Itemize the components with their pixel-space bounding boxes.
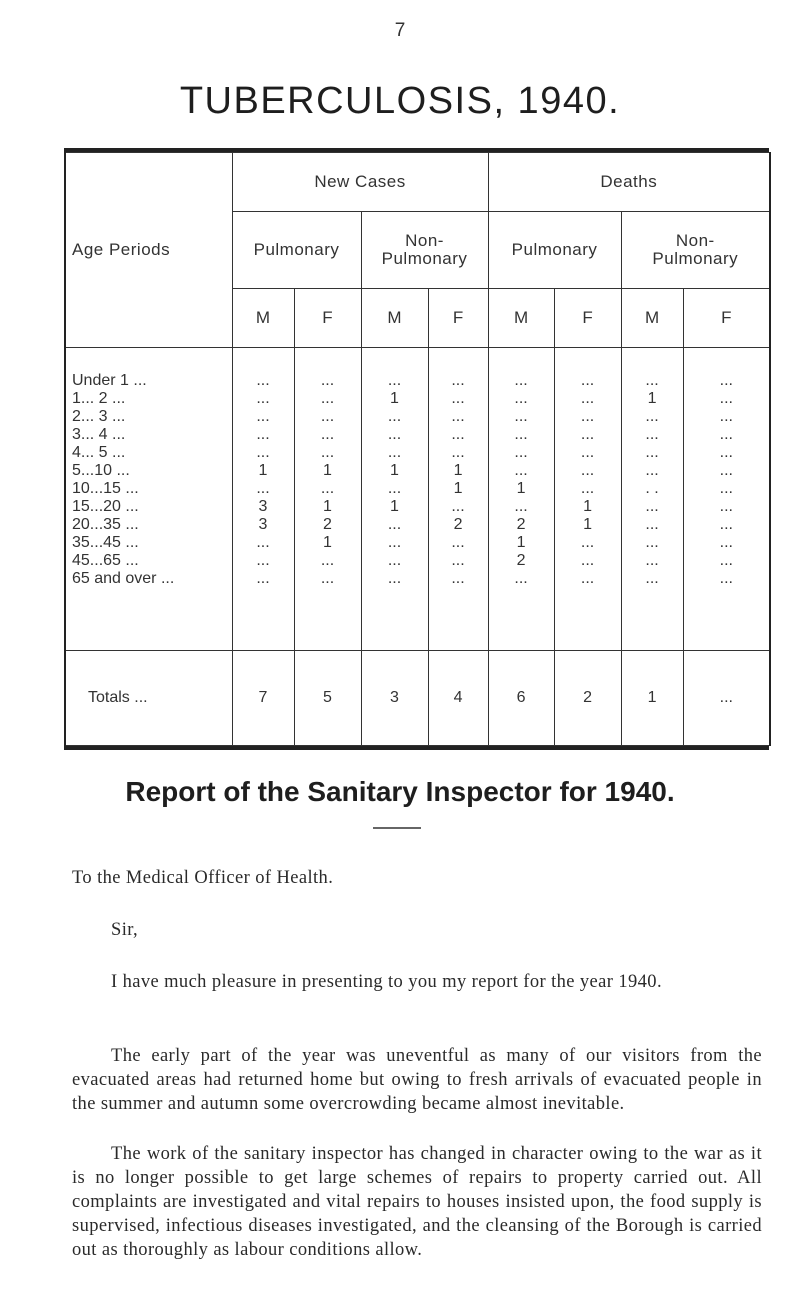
greeting: Sir, — [111, 920, 139, 940]
age-period-label: 1... 2 ... — [72, 390, 126, 407]
data-cell: 3 — [258, 498, 268, 515]
data-cell: 1 — [323, 462, 332, 479]
age-period-label: 2... 3 ... — [72, 408, 126, 425]
data-cell: ... — [719, 372, 733, 389]
age-period-label: 4... 5 ... — [72, 444, 126, 461]
paragraph: The work of the sanitary inspector has changed in character owing to the war as it is no longer possible to get large schemes of repairs to property carried out. All complaints are investigated and vital repairs to houses insisted upon, the food supply is supervised, infectious diseases investigated, and the cleansing of the Borough is carried out as thoroughly as labour conditions allow. — [72, 1144, 762, 1260]
data-cell: ... — [719, 462, 733, 479]
age-period-label: Under 1 ... — [72, 372, 147, 389]
data-column-deaths-pulmonary-m — [488, 348, 554, 651]
data-cell: ... — [320, 552, 335, 569]
tuberculosis-table — [64, 152, 771, 746]
total-cell: 3 — [361, 651, 428, 746]
new-pulmonary-label: Pulmonary — [253, 240, 340, 260]
data-cell: 3 — [258, 516, 268, 533]
data-cell: ... — [645, 570, 659, 587]
data-cell: ... — [580, 390, 595, 407]
deaths-pulmonary-header — [488, 212, 621, 289]
total-cell: 7 — [232, 651, 294, 746]
tuberculosis-table-frame — [64, 152, 769, 746]
total-cell: 1 — [621, 651, 683, 746]
data-cell: ... — [645, 552, 659, 569]
data-column-new-pulmonary-m — [232, 348, 294, 651]
deaths-header: Deaths — [488, 153, 770, 212]
data-cell: ... — [580, 372, 595, 389]
data-column-new-non-pulmonary-m — [361, 348, 428, 651]
data-cell: ... — [320, 444, 335, 461]
data-cell: ... — [451, 408, 465, 425]
data-cell: ... — [719, 534, 733, 551]
age-period-label: 5...10 ... — [72, 462, 130, 479]
data-column-deaths-non-pulmonary-f — [683, 348, 770, 651]
data-cell: ... — [719, 426, 733, 443]
sex-header: F — [554, 289, 621, 348]
data-cell: ... — [451, 534, 465, 551]
data-cell: ... — [580, 552, 595, 569]
total-cell: 6 — [488, 651, 554, 746]
data-cell: ... — [387, 408, 402, 425]
total-cell: 4 — [428, 651, 488, 746]
data-cell: ... — [320, 480, 335, 497]
data-cell: 1 — [583, 516, 592, 533]
data-cell: ... — [451, 570, 465, 587]
data-cell: ... — [387, 516, 402, 533]
data-cell: ... — [320, 372, 335, 389]
data-cell: ... — [645, 462, 659, 479]
data-cell: ... — [645, 498, 659, 515]
data-cell: ... — [645, 444, 659, 461]
data-cell: ... — [514, 372, 528, 389]
sex-header: F — [683, 289, 770, 348]
data-cell: ... — [719, 480, 733, 497]
data-cell: ... — [256, 444, 270, 461]
data-cell: ... — [320, 426, 335, 443]
data-cell: 2 — [516, 516, 526, 533]
data-column-deaths-pulmonary-f — [554, 348, 621, 651]
data-cell: 1 — [390, 498, 399, 515]
data-cell: 1 — [453, 462, 463, 479]
data-cell: ... — [719, 390, 733, 407]
new-pulmonary-header — [232, 212, 361, 289]
data-cell: ... — [387, 480, 402, 497]
data-cell: ... — [719, 408, 733, 425]
total-cell: ... — [683, 651, 770, 746]
data-cell: 1 — [258, 462, 268, 479]
data-cell: ... — [514, 426, 528, 443]
data-cell: ... — [719, 570, 733, 587]
data-cell: ... — [580, 408, 595, 425]
totals-row — [65, 651, 770, 746]
data-cell: ... — [514, 462, 528, 479]
total-cell: 2 — [554, 651, 621, 746]
data-cell: ... — [256, 426, 270, 443]
report-title: Report of the Sanitary Inspector for 1940. — [125, 776, 675, 807]
age-period-label: 35...45 ... — [72, 534, 139, 551]
page-number: 7 — [394, 20, 406, 41]
data-cell: ... — [387, 570, 402, 587]
data-cell: ... — [387, 426, 402, 443]
data-cell: ... — [256, 408, 270, 425]
data-cell: ... — [320, 408, 335, 425]
data-cell: ... — [320, 390, 335, 407]
data-cell: ... — [451, 552, 465, 569]
deaths-non-pulmonary-header — [621, 212, 770, 289]
total-cell: 5 — [294, 651, 361, 746]
data-cell: ... — [580, 480, 595, 497]
data-column-new-pulmonary-f — [294, 348, 361, 651]
sex-header: M — [232, 289, 294, 348]
data-cell: ... — [387, 534, 402, 551]
data-cell: ... — [580, 444, 595, 461]
data-cell: ... — [256, 480, 270, 497]
new-cases-header: New Cases — [232, 153, 488, 212]
data-cell: ... — [451, 390, 465, 407]
data-cell: 1 — [390, 390, 399, 407]
data-cell: ... — [514, 498, 528, 515]
data-cell: 1 — [516, 534, 526, 551]
paragraph: I have much pleasure in presenting to you my report for the year 1940. — [111, 972, 662, 992]
data-cell: ... — [580, 462, 595, 479]
age-rows — [65, 348, 770, 651]
sex-header: M — [621, 289, 683, 348]
deaths-non-pulmonary-label: Non- Pulmonary — [652, 231, 739, 268]
data-cell: ... — [320, 570, 335, 587]
data-cell: 1 — [647, 390, 657, 407]
age-period-label: 10...15 ... — [72, 480, 139, 497]
deaths-pulmonary-label: Pulmonary — [511, 240, 598, 260]
data-cell: ... — [645, 426, 659, 443]
data-cell: ... — [580, 534, 595, 551]
data-cell: ... — [645, 408, 659, 425]
data-cell: ... — [451, 498, 465, 515]
data-cell: ... — [387, 372, 402, 389]
sex-header: F — [428, 289, 488, 348]
age-period-label: 65 and over ... — [72, 570, 175, 587]
data-cell: ... — [256, 372, 270, 389]
document-title: TUBERCULOSIS, 1940. — [179, 80, 621, 122]
totals-label: Totals ... — [65, 651, 232, 746]
age-period-label: 3... 4 ... — [72, 426, 126, 443]
data-cell: ... — [514, 444, 528, 461]
data-cell: 1 — [453, 480, 463, 497]
data-cell: 2 — [516, 552, 526, 569]
data-cell: 1 — [323, 534, 332, 551]
data-cell: 2 — [323, 516, 332, 533]
data-cell: ... — [256, 390, 270, 407]
age-period-label: 45...65 ... — [72, 552, 139, 569]
data-cell: 1 — [323, 498, 332, 515]
data-cell: ... — [645, 372, 659, 389]
salutation: To the Medical Officer of Health. — [72, 868, 334, 888]
new-non-pulmonary-header — [361, 212, 488, 289]
data-cell: ... — [719, 498, 733, 515]
age-period-label: 15...20 ... — [72, 498, 139, 515]
paragraph: The early part of the year was uneventful as many of our visitors from the evacuated areas had returned home but owing to fresh arrivals of evacuated people in the summer and autumn some overcrowding became almost inevitable. — [72, 1046, 762, 1114]
data-cell: ... — [580, 570, 595, 587]
data-cell: . . — [645, 480, 659, 497]
sex-header: M — [361, 289, 428, 348]
data-cell: ... — [514, 390, 528, 407]
data-cell: 1 — [583, 498, 592, 515]
age-period-label: 20...35 ... — [72, 516, 139, 533]
data-cell: 1 — [390, 462, 399, 479]
data-cell: ... — [387, 552, 402, 569]
sex-header: M — [488, 289, 554, 348]
data-column-deaths-non-pulmonary-m — [621, 348, 683, 651]
data-cell: ... — [256, 534, 270, 551]
data-cell: ... — [256, 570, 270, 587]
section-divider — [373, 827, 421, 829]
new-non-pulmonary-label: Non- Pulmonary — [381, 231, 468, 268]
data-cell: ... — [580, 426, 595, 443]
data-cell: ... — [719, 552, 733, 569]
data-cell: ... — [719, 444, 733, 461]
age-periods-header: Age Periods — [65, 153, 232, 348]
data-cell: ... — [514, 570, 528, 587]
data-cell: ... — [387, 444, 402, 461]
data-cell: ... — [645, 516, 659, 533]
data-cell: ... — [451, 444, 465, 461]
data-cell: ... — [514, 408, 528, 425]
data-cell: ... — [645, 534, 659, 551]
data-cell: ... — [719, 516, 733, 533]
data-cell: 2 — [453, 516, 463, 533]
data-column-new-non-pulmonary-f — [428, 348, 488, 651]
sex-header: F — [294, 289, 361, 348]
data-cell: ... — [451, 426, 465, 443]
age-periods-column — [65, 348, 232, 651]
data-cell: ... — [256, 552, 270, 569]
data-cell: 1 — [516, 480, 526, 497]
data-cell: ... — [451, 372, 465, 389]
